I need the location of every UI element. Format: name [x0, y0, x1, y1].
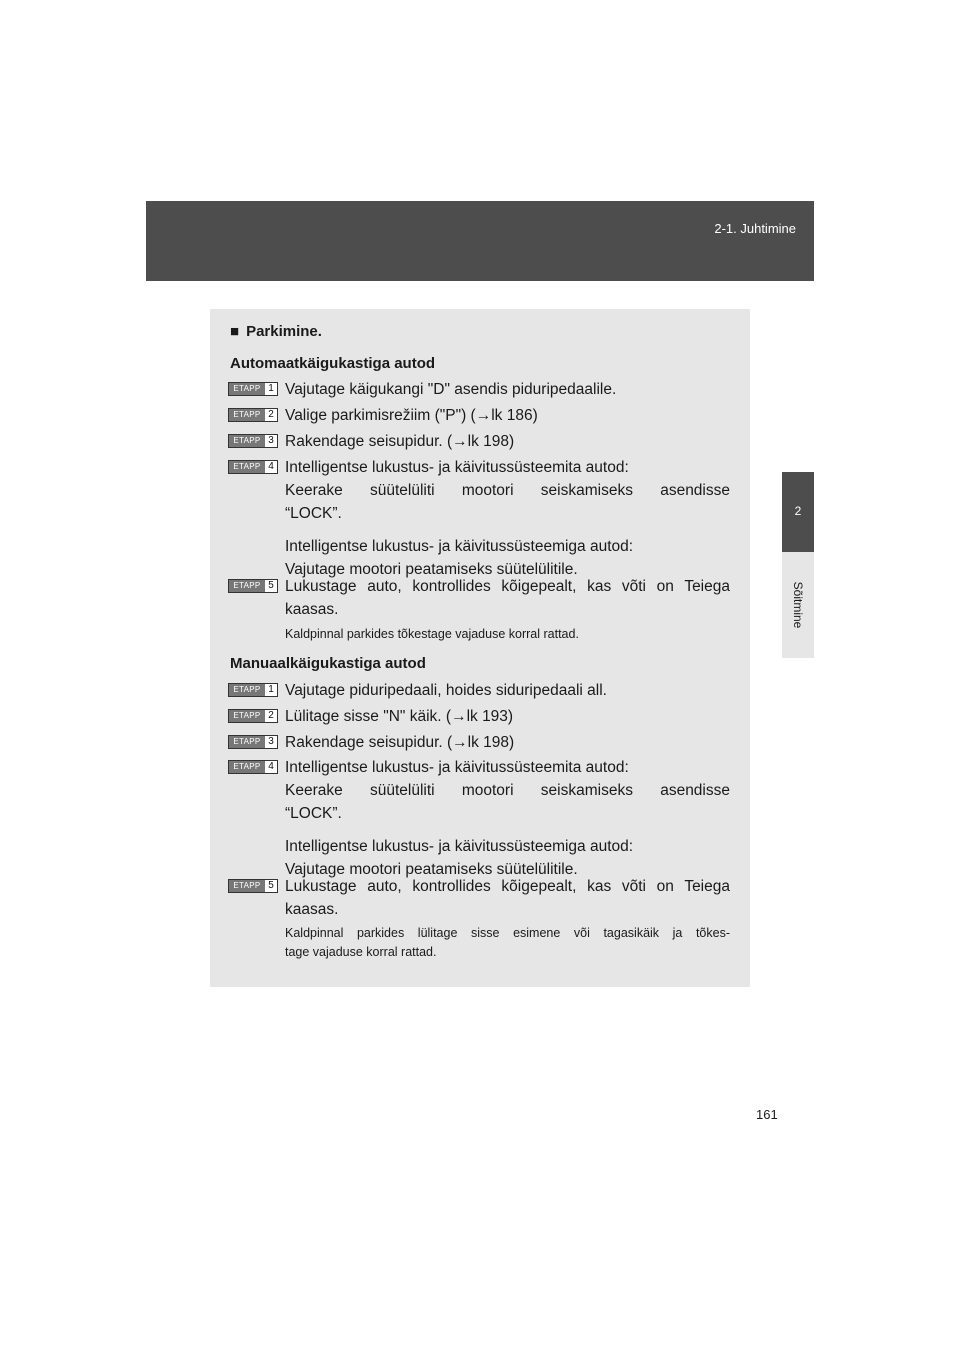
chapter-label: Sõitmine [791, 581, 805, 629]
step-line: kaasas. [285, 601, 339, 618]
step-line: Valige parkimisrežiim ("P") (→lk 186) [285, 407, 538, 424]
badge-word: ETAPP [229, 736, 265, 748]
step-badge [228, 408, 278, 422]
badge-number: 1 [268, 383, 274, 394]
badge-word: ETAPP [229, 383, 265, 395]
step-line: kaasas. [285, 901, 339, 918]
manual-note [285, 924, 730, 962]
note-line: Kaldpinnal parkides tõkestage vajaduse korral rattad. [285, 627, 579, 641]
square-bullet-icon: ■ [230, 323, 240, 340]
step-text [285, 679, 730, 702]
automatic-heading: Automaatkäigukastiga autod [230, 355, 436, 372]
parking-info-box [210, 309, 750, 987]
step-text [285, 456, 730, 581]
step-line: Rakendage seisupidur. (→lk 198) [285, 433, 515, 450]
step-line: Intelligentse lukustus- ja käivitussüsteemiga autod: [285, 538, 634, 555]
step-line: Vajutage mootori peatamiseks süütelülitile. [285, 561, 578, 578]
badge-word: ETAPP [229, 710, 265, 722]
chapter-tab [782, 472, 814, 552]
step-line: Lülitage sisse "N" käik. (→lk 193) [285, 708, 514, 725]
step-text [285, 378, 730, 401]
step-line: Intelligentse lukustus- ja käivitussüsteemiga autod: [285, 838, 634, 855]
badge-number: 5 [268, 580, 274, 591]
step-text [285, 756, 730, 881]
step-line: “LOCK”. [285, 805, 342, 822]
badge-number: 4 [268, 461, 274, 472]
step-badge [228, 434, 278, 448]
badge-number: 5 [268, 880, 274, 891]
badge-word: ETAPP [229, 761, 265, 773]
badge-word: ETAPP [229, 880, 265, 892]
step-badge [228, 879, 278, 893]
step-text [285, 575, 730, 621]
step-badge [228, 760, 278, 774]
badge-number: 3 [268, 736, 274, 747]
step-line: Vajutage piduripedaali, hoides siduripedaali all. [285, 682, 607, 699]
step-text [285, 875, 730, 921]
step-badge [228, 579, 278, 593]
badge-word: ETAPP [229, 684, 265, 696]
badge-number: 2 [268, 710, 274, 721]
step-line: Intelligentse lukustus- ja käivitussüsteemita autod: [285, 459, 629, 476]
section-title: 2-1. Juhtimine [714, 221, 796, 236]
step-line: Lukustage auto, kontrollides kõigepealt, kas võti on Teiega [285, 878, 730, 895]
badge-number: 2 [268, 409, 274, 420]
step-badge [228, 683, 278, 697]
chapter-number: 2 [794, 504, 802, 518]
badge-word: ETAPP [229, 580, 265, 592]
step-badge [228, 735, 278, 749]
step-line: Vajutage mootori peatamiseks süütelülitile. [285, 861, 578, 878]
badge-number: 4 [268, 761, 274, 772]
note-line: tage vajaduse korral rattad. [285, 945, 437, 959]
step-line: Keerake süütelüliti mootori seiskamiseks asendisse [285, 482, 730, 499]
chapter-tab-label-area [782, 552, 814, 658]
step-line: Vajutage käigukangi "D" asendis piduripedaalile. [285, 381, 617, 398]
step-line: Rakendage seisupidur. (→lk 198) [285, 734, 515, 751]
badge-word: ETAPP [229, 409, 265, 421]
step-line: Intelligentse lukustus- ja käivitussüsteemita autod: [285, 759, 629, 776]
badge-number: 1 [268, 684, 274, 695]
step-text [285, 430, 730, 453]
step-badge [228, 382, 278, 396]
step-badge [228, 709, 278, 723]
badge-number: 3 [268, 435, 274, 446]
section-header [146, 201, 814, 281]
step-badge [228, 460, 278, 474]
step-line: Lukustage auto, kontrollides kõigepealt, kas võti on Teiega [285, 578, 730, 595]
page-number: 161 [756, 1107, 778, 1122]
box-title-text: Parkimine. [246, 323, 322, 340]
badge-word: ETAPP [229, 461, 265, 473]
note-line: Kaldpinnal parkides lülitage sisse esimene või tagasikäik ja tõkes- [285, 926, 730, 940]
manual-heading: Manuaalkäigukastiga autod [230, 655, 426, 672]
step-text [285, 705, 730, 728]
automatic-note [285, 625, 730, 644]
step-text [285, 731, 730, 754]
badge-word: ETAPP [229, 435, 265, 447]
step-text [285, 404, 730, 427]
box-title [230, 323, 322, 340]
step-line: Keerake süütelüliti mootori seiskamiseks asendisse [285, 782, 730, 799]
step-line: “LOCK”. [285, 505, 342, 522]
